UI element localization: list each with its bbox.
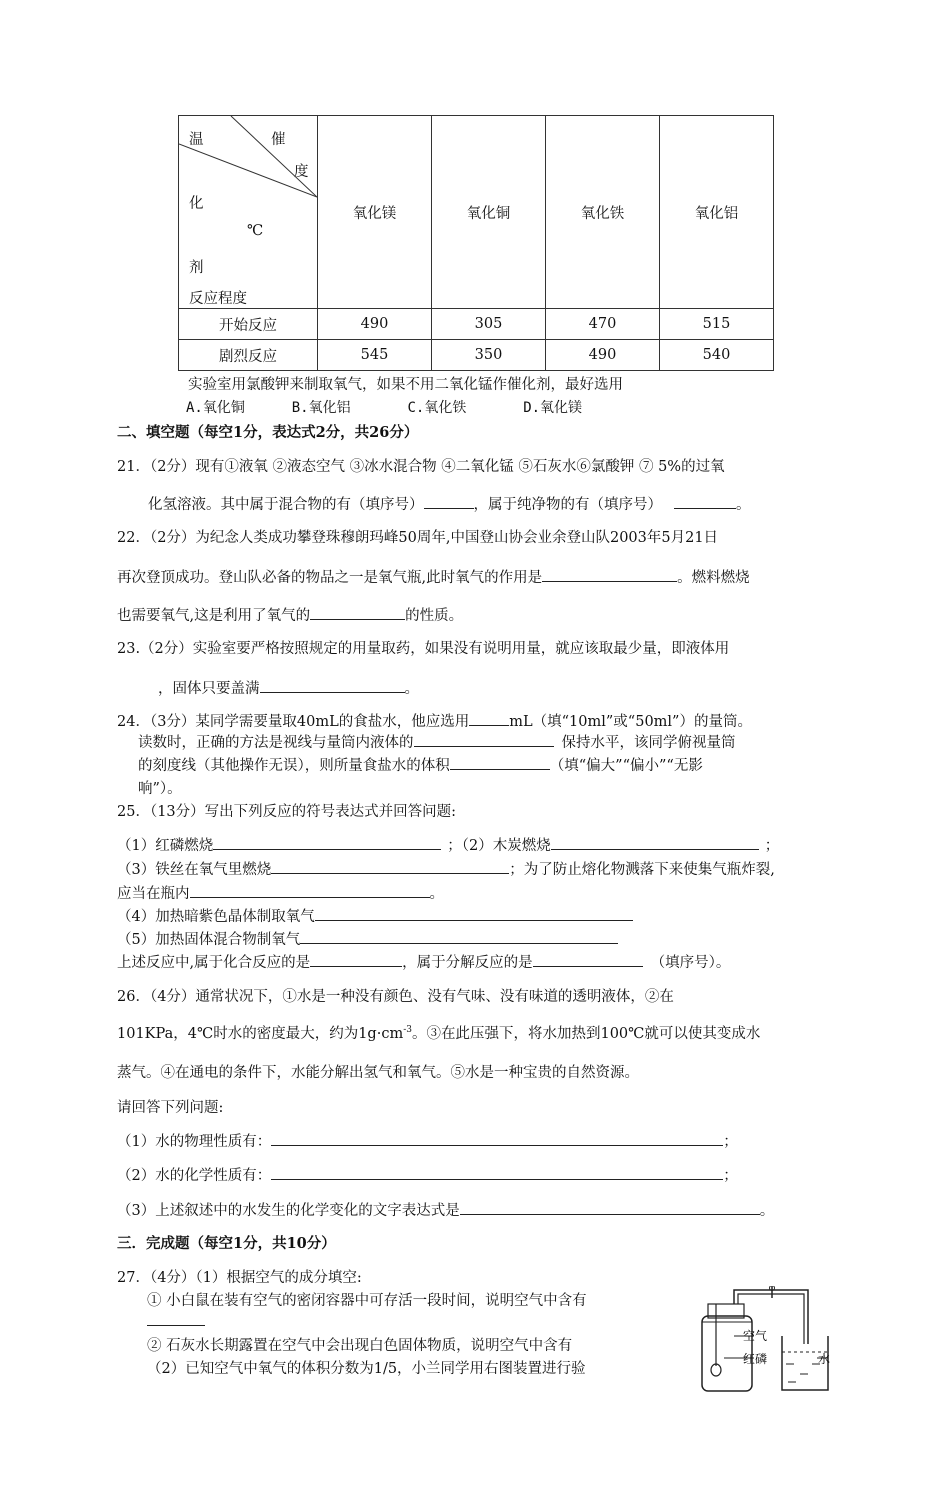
table-cell: 470 bbox=[546, 309, 660, 340]
corner-reaction-degree: 反应程度 bbox=[189, 291, 247, 307]
q25-line1 bbox=[117, 834, 779, 855]
q26-answer3 bbox=[117, 1199, 774, 1220]
q27-blank-oxygen[interactable] bbox=[147, 1310, 205, 1326]
q22-blank-role[interactable] bbox=[542, 566, 677, 582]
table-cell: 515 bbox=[660, 309, 774, 340]
header-cell: 氧化铜 bbox=[432, 116, 546, 309]
q21-text-a: 化氢溶液。其中属于混合物的有（填序号） bbox=[148, 497, 424, 513]
q23-line2 bbox=[158, 677, 419, 698]
q25-blank-1[interactable] bbox=[213, 834, 441, 850]
q23-line1: 23.（2分）实验室要严格按照规定的用量取药，如果没有说明用量，就应该取最少量，即液体用 bbox=[117, 641, 730, 657]
q27-line4: （2）已知空气中氧气的体积分数为1/5，小兰同学用右图装置进行验 bbox=[147, 1361, 586, 1377]
table-row bbox=[179, 340, 774, 371]
q26-a3-label: （3）上述叙述中的水发生的化学变化的文字表达式是 bbox=[117, 1203, 460, 1219]
q25-line5 bbox=[117, 928, 618, 949]
q24-text-f: （填“偏大”“偏小”“无影 bbox=[549, 758, 703, 774]
q26-blank-physical[interactable] bbox=[271, 1130, 723, 1146]
q25-blank-2[interactable] bbox=[551, 834, 759, 850]
q26-period: 。 bbox=[759, 1203, 775, 1219]
q25-text-3b: 。 bbox=[429, 886, 444, 902]
q25-text-1b: ；（2）木炭燃烧 bbox=[447, 838, 551, 854]
label-air: 空气 bbox=[743, 1329, 768, 1343]
label-water: 水 bbox=[818, 1352, 831, 1366]
corner-hua: 化 bbox=[189, 196, 204, 212]
q25-blank-6[interactable] bbox=[300, 928, 618, 944]
q26-a2-label: （2）水的化学性质有： bbox=[117, 1168, 272, 1184]
catalyst-temperature-table bbox=[178, 115, 774, 371]
option-c: C.氧化铁 bbox=[407, 400, 467, 416]
apparatus-figure bbox=[690, 1286, 840, 1398]
q26-text-b: 。③在此压强下，将水加热到100℃就可以使其变成水 bbox=[411, 1026, 761, 1042]
q24-text-a: 24．（3分）某同学需要量取40mL的食盐水，他应选用 bbox=[117, 714, 470, 730]
header-cell: 氧化铝 bbox=[660, 116, 774, 309]
q20-text: 实验室用氯酸钾来制取氧气，如果不用二氧化锰作催化剂，最好选用 bbox=[188, 377, 623, 393]
section3-title: 三．完成题（每空1分，共10分） bbox=[117, 1235, 336, 1252]
q25-blank-decomposition[interactable] bbox=[533, 951, 643, 967]
q25-text-4: （4）加热暗紫色晶体制取氧气 bbox=[117, 909, 315, 925]
q24-text-b: mL（填“10ml”或“50ml”）的量筒。 bbox=[509, 714, 752, 730]
q27-line2: ① 小白鼠在装有空气的密闭容器中可存活一段时间，说明空气中含有 bbox=[147, 1293, 587, 1309]
corner-du: 度 bbox=[294, 164, 309, 180]
corner-unit: ℃ bbox=[247, 223, 264, 239]
q25-text-5: （5）加热固体混合物制氧气 bbox=[117, 932, 301, 948]
q25-blank-3[interactable] bbox=[271, 858, 509, 874]
q26-superscript: -3 bbox=[403, 1025, 412, 1036]
header-cell: 氧化镁 bbox=[318, 116, 432, 309]
q27-line3: ② 石灰水长期露置在空气中会出现白色固体物质，说明空气中含有 bbox=[147, 1338, 573, 1354]
q25-text-2b: ；为了防止熔化物溅落下来使集气瓶炸裂, bbox=[509, 862, 775, 878]
q26-answer1 bbox=[117, 1130, 738, 1151]
q25-text-6a: 上述反应中,属于化合反应的是 bbox=[117, 955, 311, 971]
q24-blank-level[interactable] bbox=[414, 731, 554, 747]
q25-text-6c: （填序号）。 bbox=[650, 955, 731, 971]
q25-text-1c: ； bbox=[764, 838, 780, 854]
q26-blank-equation[interactable] bbox=[460, 1199, 760, 1215]
q24-blank-volume[interactable] bbox=[469, 710, 509, 726]
q22-blank-property[interactable] bbox=[310, 604, 405, 620]
q25-blank-5[interactable] bbox=[315, 905, 633, 921]
q25-line4 bbox=[117, 905, 633, 926]
option-b: B.氧化铝 bbox=[291, 400, 351, 416]
q24-line1 bbox=[117, 710, 752, 731]
q25-text-1a: （1）红磷燃烧 bbox=[117, 838, 214, 854]
q26-text-a: 101KPa，4℃时水的密度最大，约为1g·cm bbox=[117, 1026, 404, 1042]
table-corner-header bbox=[179, 116, 318, 309]
q21-blank-pure[interactable] bbox=[674, 493, 736, 509]
q23-text-a: ，固体只要盖满 bbox=[158, 681, 260, 697]
q25-line6 bbox=[117, 951, 730, 972]
q26-a1-label: （1）水的物理性质有： bbox=[117, 1134, 272, 1150]
q25-line3 bbox=[117, 882, 444, 903]
q25-text-3a: 应当在瓶内 bbox=[117, 886, 190, 902]
q22-line2 bbox=[117, 566, 750, 587]
q22-line3 bbox=[117, 604, 463, 625]
q25-text-6b: ，属于分解反应的是 bbox=[402, 955, 533, 971]
option-d: D.氧化镁 bbox=[523, 400, 583, 416]
corner-cui: 催 bbox=[271, 132, 286, 148]
section2-title: 二、填空题（每空1分，表达式2分，共26分） bbox=[117, 424, 419, 441]
q21-text-c: 。 bbox=[736, 497, 751, 513]
q24-text-d: 保持水平，该同学俯视量筒 bbox=[561, 735, 736, 751]
q26-line2 bbox=[117, 1022, 760, 1043]
q25-title: 25．（13分）写出下列反应的符号表达式并回答问题: bbox=[117, 804, 457, 820]
q25-blank-combination[interactable] bbox=[310, 951, 402, 967]
table-row bbox=[179, 309, 774, 340]
option-a: A.氧化铜 bbox=[186, 400, 245, 416]
q21-blank-mixture[interactable] bbox=[424, 493, 474, 509]
q24-text-e: 的刻度线（其他操作无误），则所量食盐水的体积 bbox=[138, 758, 450, 774]
corner-ji: 剂 bbox=[189, 260, 204, 276]
q22-text-d: 的性质。 bbox=[405, 608, 464, 624]
q22-text-b: 。燃料燃烧 bbox=[677, 570, 750, 586]
row-label: 开始反应 bbox=[179, 309, 318, 340]
q27-blank-oxygen-wrap bbox=[147, 1310, 205, 1330]
q23-blank-solid[interactable] bbox=[260, 677, 405, 693]
corner-wen: 温 bbox=[189, 132, 204, 148]
q24-blank-result[interactable] bbox=[450, 754, 550, 770]
table-cell: 545 bbox=[318, 340, 432, 371]
q24-text-c: 读数时，正确的方法是视线与量筒内液体的 bbox=[138, 735, 414, 751]
table-cell: 305 bbox=[432, 309, 546, 340]
q22-text-a: 再次登顶成功。登山队必备的物品之一是氧气瓶,此时氧气的作用是 bbox=[117, 570, 543, 586]
q22-text-c: 也需要氧气,这是利用了氧气的 bbox=[117, 608, 311, 624]
q24-line3 bbox=[138, 754, 703, 775]
table-cell: 490 bbox=[546, 340, 660, 371]
q24-line2 bbox=[138, 731, 736, 752]
q21-line1: 21．（2分）现有①液氧 ②液态空气 ③冰水混合物 ④二氧化锰 ⑤石灰水⑥氯酸钾 ⑦ 5%的过氧 bbox=[117, 459, 725, 475]
q26-prompt: 请回答下列问题: bbox=[117, 1100, 224, 1116]
table-cell: 490 bbox=[318, 309, 432, 340]
q25-blank-4[interactable] bbox=[190, 882, 430, 898]
q24-line4: 响”）。 bbox=[138, 781, 182, 797]
label-red-phosphorus: 红磷 bbox=[743, 1352, 768, 1366]
q25-line2 bbox=[117, 858, 775, 879]
header-cell: 氧化铁 bbox=[546, 116, 660, 309]
q21-text-b: ，属于纯净物的有（填序号） bbox=[473, 497, 662, 513]
table-cell: 540 bbox=[660, 340, 774, 371]
q23-text-b: 。 bbox=[404, 681, 419, 697]
table-cell: 350 bbox=[432, 340, 546, 371]
q26-semicolon: ； bbox=[723, 1168, 738, 1184]
q22-line1: 22．（2分）为纪念人类成功攀登珠穆朗玛峰50周年,中国登山协会业余登山队2003年5月21日 bbox=[117, 530, 719, 546]
q25-text-2a: （3）铁丝在氧气里燃烧 bbox=[117, 862, 272, 878]
q26-answer2 bbox=[117, 1164, 738, 1185]
q27-line1: 27．（4分）（1）根据空气的成分填空: bbox=[117, 1270, 362, 1286]
q21-line2 bbox=[148, 493, 751, 514]
row-label: 剧烈反应 bbox=[179, 340, 318, 371]
q20-options bbox=[186, 397, 582, 417]
q26-blank-chemical[interactable] bbox=[271, 1164, 723, 1180]
q26-semicolon: ； bbox=[723, 1134, 738, 1150]
q26-line1: 26．（4分）通常状况下，①水是一种没有颜色、没有气味、没有味道的透明液体，②在 bbox=[117, 989, 674, 1005]
q26-line3: 蒸气。④在通电的条件下，水能分解出氢气和氧气。⑤水是一种宝贵的自然资源。 bbox=[117, 1065, 639, 1081]
